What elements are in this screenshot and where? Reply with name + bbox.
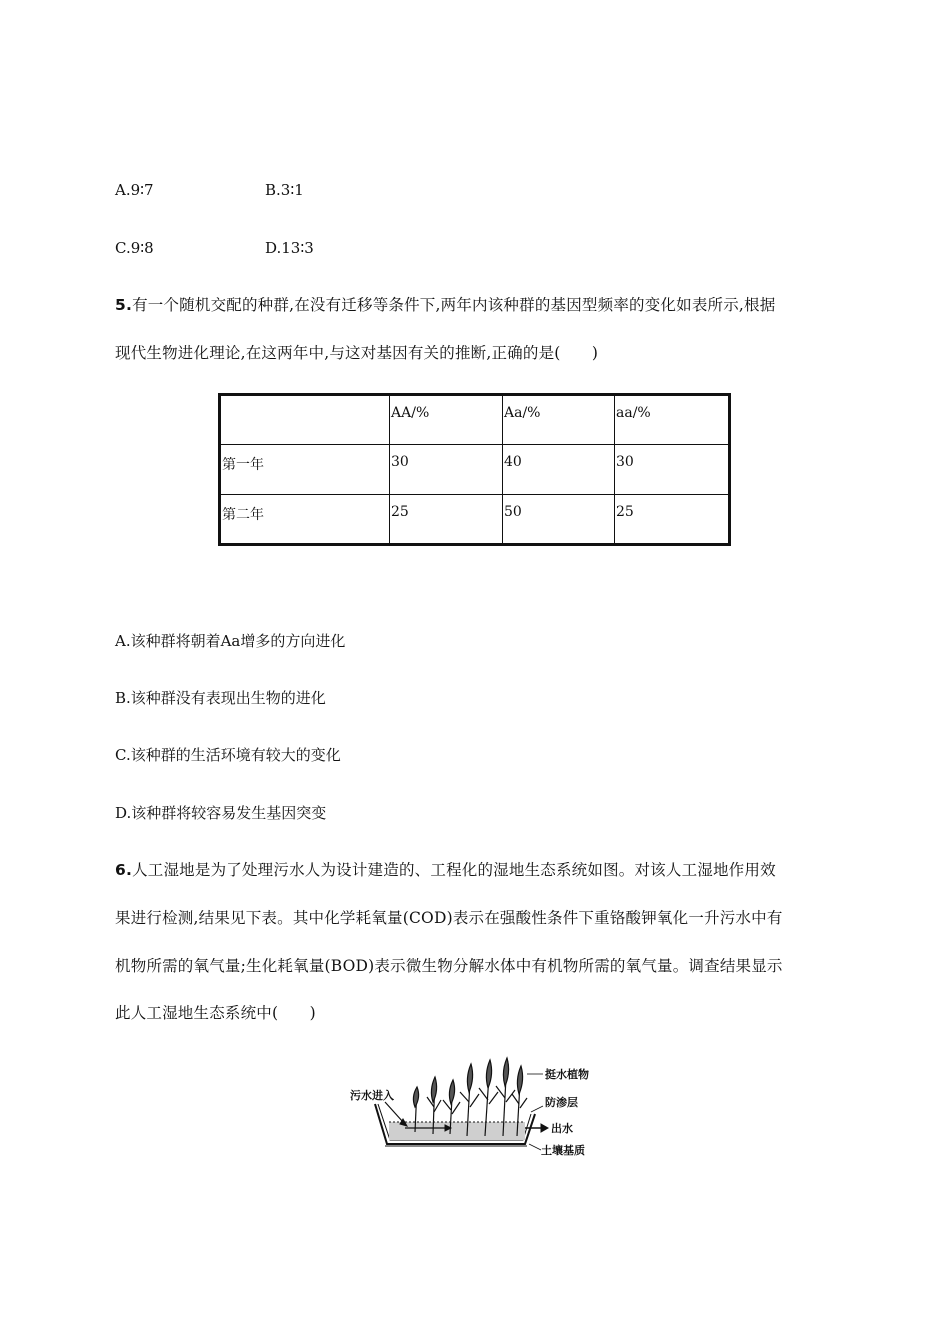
q6-text-1: 人工湿地是为了处理污水人为设计建造的、工程化的湿地生态系统如图。对该人工湿地作用效 <box>132 861 776 879</box>
table-cell: 50 <box>503 495 615 545</box>
q4-option-d: D.13∶3 <box>265 239 314 257</box>
q4-option-a: A.9∶7 <box>115 181 154 199</box>
label-leaders <box>527 1074 543 1150</box>
genotype-frequency-table <box>218 393 731 546</box>
q5-option-d: D.该种群将较容易发生基因突变 <box>115 804 327 822</box>
wetland-diagram <box>345 1052 610 1162</box>
plants-label: 挺水植物 <box>545 1068 589 1081</box>
table-cell: 第二年 <box>220 495 390 545</box>
table-cell: 30 <box>615 445 730 495</box>
table-header-cell: Aa/% <box>503 395 615 445</box>
table-header-row <box>220 395 730 445</box>
q6-stem-line-2 <box>115 908 783 928</box>
q4-option-row-2 <box>115 238 314 258</box>
q6-stem-line-3 <box>115 956 783 976</box>
table-header-cell: AA/% <box>390 395 503 445</box>
q6-number: 6. <box>115 861 133 879</box>
q5-stem-line-2 <box>115 343 598 363</box>
barrier-label: 防渗层 <box>545 1096 578 1109</box>
table-row <box>220 495 730 545</box>
substrate-label: 土壤基质 <box>541 1144 585 1157</box>
q6-stem-line-1 <box>115 860 776 880</box>
q6-stem-line-4 <box>115 1003 316 1023</box>
q4-option-row-1 <box>115 180 304 200</box>
table-cell: 第一年 <box>220 445 390 495</box>
q5-number: 5. <box>115 296 133 314</box>
q5-text-2: 现代生物进化理论,在这两年中,与这对基因有关的推断,正确的是( ) <box>115 344 599 362</box>
q6-text-3: 机物所需的氧气量;生化耗氧量(BOD)表示微生物分解水体中有机物所需的氧气量。调查结果显示 <box>115 957 783 975</box>
q5-option-c: C.该种群的生活环境有较大的变化 <box>115 746 341 764</box>
table-cell: 40 <box>503 445 615 495</box>
q4-option-c: C.9∶8 <box>115 239 154 257</box>
table-header-cell: aa/% <box>615 395 730 445</box>
q5-option-b: B.该种群没有表现出生物的进化 <box>115 689 326 707</box>
q6-text-4: 此人工湿地生态系统中( ) <box>115 1004 316 1022</box>
table-header-cell <box>220 395 390 445</box>
q4-option-b: B.3∶1 <box>265 181 304 199</box>
table-cell: 25 <box>615 495 730 545</box>
q5-option-a: A.该种群将朝着Aa增多的方向进化 <box>115 632 346 650</box>
table-cell: 30 <box>390 445 503 495</box>
q5-stem-line-1 <box>115 295 775 315</box>
table-cell: 25 <box>390 495 503 545</box>
table-row <box>220 445 730 495</box>
q5-text-1: 有一个随机交配的种群,在没有迁移等条件下,两年内该种群的基因型频率的变化如表所示,根据 <box>132 296 776 314</box>
outflow-label: 出水 <box>551 1122 573 1135</box>
inflow-label: 污水进入 <box>350 1089 394 1102</box>
q6-text-2: 果进行检测,结果见下表。其中化学耗氧量(COD)表示在强酸性条件下重铬酸钾氧化一升污水中有 <box>115 909 783 927</box>
